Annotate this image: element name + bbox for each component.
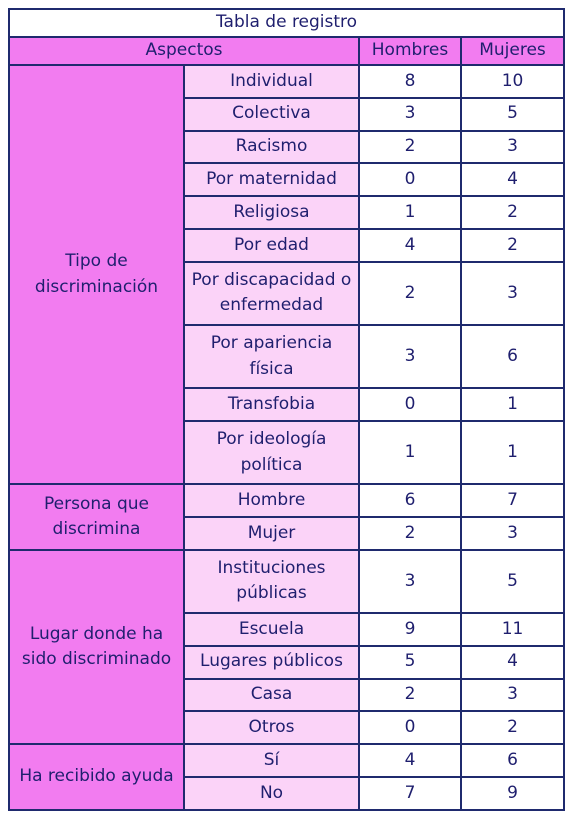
men-count-cell: 2 [359, 679, 461, 712]
women-count-cell: 1 [461, 421, 564, 484]
women-count-cell: 9 [461, 777, 564, 810]
aspect-label-cell: Religiosa [184, 196, 359, 229]
women-count-cell: 7 [461, 484, 564, 517]
category-cell: Lugar donde ha sido discriminado [9, 550, 184, 744]
aspect-label-cell: Por ideología política [184, 421, 359, 484]
aspect-label-cell: Individual [184, 65, 359, 98]
category-cell: Tipo de discriminación [9, 65, 184, 484]
table-header-row [9, 37, 564, 65]
aspect-label-cell: Mujer [184, 517, 359, 550]
aspect-label-cell: Por discapacidad o enfermedad [184, 262, 359, 325]
table-body [9, 65, 564, 810]
aspect-label-cell: Colectiva [184, 98, 359, 131]
table-row [9, 550, 564, 613]
women-count-cell: 1 [461, 388, 564, 421]
header-men: Hombres [359, 37, 461, 65]
table-row [9, 484, 564, 517]
table-row [9, 65, 564, 98]
aspect-label-cell: Lugares públicos [184, 646, 359, 679]
aspect-label-cell: Hombre [184, 484, 359, 517]
women-count-cell: 2 [461, 711, 564, 744]
category-cell: Ha recibido ayuda [9, 744, 184, 810]
men-count-cell: 2 [359, 262, 461, 325]
women-count-cell: 4 [461, 646, 564, 679]
women-count-cell: 5 [461, 550, 564, 613]
women-count-cell: 10 [461, 65, 564, 98]
women-count-cell: 2 [461, 196, 564, 229]
women-count-cell: 6 [461, 325, 564, 388]
women-count-cell: 6 [461, 744, 564, 777]
aspect-label-cell: Otros [184, 711, 359, 744]
women-count-cell: 3 [461, 679, 564, 712]
aspect-label-cell: Por maternidad [184, 163, 359, 196]
header-women: Mujeres [461, 37, 564, 65]
men-count-cell: 9 [359, 613, 461, 646]
header-aspects: Aspectos [9, 37, 359, 65]
aspect-label-cell: Escuela [184, 613, 359, 646]
registration-table [8, 8, 565, 811]
aspect-label-cell: Transfobia [184, 388, 359, 421]
men-count-cell: 1 [359, 421, 461, 484]
women-count-cell: 2 [461, 229, 564, 262]
men-count-cell: 4 [359, 229, 461, 262]
men-count-cell: 8 [359, 65, 461, 98]
women-count-cell: 3 [461, 262, 564, 325]
aspect-label-cell: Por apariencia física [184, 325, 359, 388]
table-title-row [9, 9, 564, 37]
women-count-cell: 5 [461, 98, 564, 131]
aspect-label-cell: No [184, 777, 359, 810]
men-count-cell: 0 [359, 388, 461, 421]
aspect-label-cell: Por edad [184, 229, 359, 262]
men-count-cell: 3 [359, 98, 461, 131]
aspect-label-cell: Racismo [184, 131, 359, 164]
women-count-cell: 4 [461, 163, 564, 196]
men-count-cell: 2 [359, 517, 461, 550]
table-title: Tabla de registro [9, 9, 564, 37]
women-count-cell: 3 [461, 131, 564, 164]
men-count-cell: 4 [359, 744, 461, 777]
category-cell: Persona que discrimina [9, 484, 184, 550]
women-count-cell: 11 [461, 613, 564, 646]
aspect-label-cell: Sí [184, 744, 359, 777]
men-count-cell: 7 [359, 777, 461, 810]
men-count-cell: 3 [359, 325, 461, 388]
men-count-cell: 0 [359, 711, 461, 744]
aspect-label-cell: Casa [184, 679, 359, 712]
men-count-cell: 2 [359, 131, 461, 164]
men-count-cell: 1 [359, 196, 461, 229]
men-count-cell: 3 [359, 550, 461, 613]
women-count-cell: 3 [461, 517, 564, 550]
aspect-label-cell: Instituciones públicas [184, 550, 359, 613]
men-count-cell: 0 [359, 163, 461, 196]
men-count-cell: 5 [359, 646, 461, 679]
table-row [9, 744, 564, 777]
men-count-cell: 6 [359, 484, 461, 517]
